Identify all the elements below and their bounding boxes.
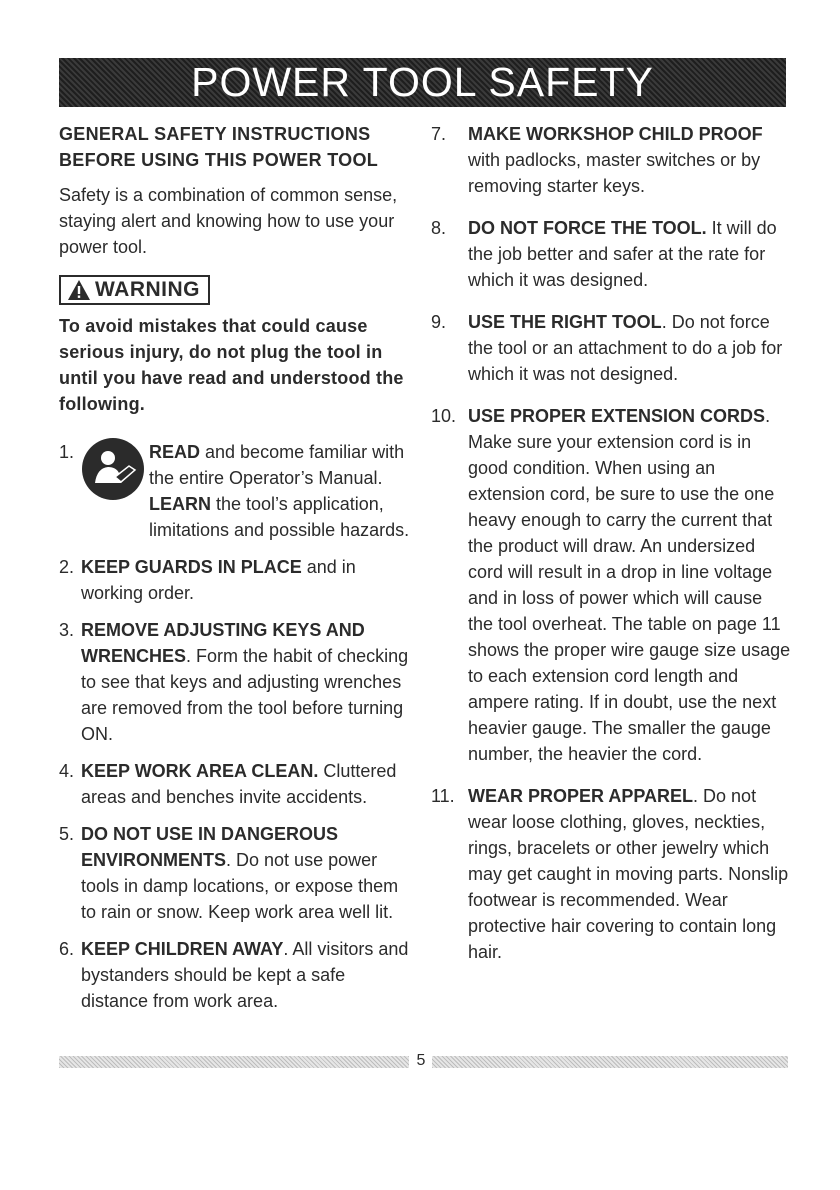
item-bold: KEEP GUARDS IN PLACE — [81, 557, 302, 577]
item-bold: USE THE RIGHT TOOL — [468, 312, 662, 332]
item-bold: KEEP WORK AREA CLEAN. — [81, 761, 319, 781]
item-text: . Do not wear loose clothing, gloves, neckties, rings, bracelets or other jewelry which may get caught in moving parts. Nonslip footwear is recommended. Wear protective hair covering to contain long hair. — [468, 786, 789, 962]
read-manual-icon — [81, 437, 149, 521]
item-number: 2. — [59, 557, 75, 577]
item-number: 1. — [59, 442, 75, 462]
page-title: POWER TOOL SAFETY — [191, 59, 654, 105]
item-text: . Form the habit of checking to see that keys and adjusting wrenches are removed from the tool before turning ON. — [81, 646, 409, 744]
item-number: 9. — [431, 312, 447, 332]
item-text: . Make sure your extension cord is in good condition. When using an extension cord, be sure to use the one heavy enough to carry the current that the product will draw. An undersized cord will result in a drop in line voltage and in loss of power which will cause the tool overheat. The table on page 11 shows the proper wire gauge size usage to each extension cord length and ampere rating. If in doubt, use the next heavier gauge. The smaller the gauge number, the heavier the cord. — [468, 406, 791, 764]
section-heading — [59, 121, 411, 173]
item-text: Cluttered areas and benches invite accidents. — [81, 761, 397, 807]
item-number: 11. — [431, 786, 455, 806]
item-text: It will do the job better and safer at the rate for which it was designed. — [468, 218, 777, 290]
item-number: 4. — [59, 761, 75, 781]
list-item — [431, 309, 791, 387]
item-number: 8. — [431, 218, 447, 238]
page-number: 5 — [416, 1052, 426, 1069]
item-number: 10. — [431, 406, 457, 426]
footer-bar-left — [59, 1056, 409, 1068]
warning-triangle-icon — [67, 279, 91, 301]
item-bold: DO NOT FORCE THE TOOL. — [468, 218, 707, 238]
item-number: 6. — [59, 939, 75, 959]
item-bold: WEAR PROPER APPAREL — [468, 786, 694, 806]
item-text-continued: the tool’s application, limitations and possible hazards. — [149, 494, 410, 540]
item-text: with padlocks, master switches or by removing starter keys. — [468, 150, 761, 196]
warning-box — [59, 275, 210, 305]
list-item — [59, 821, 411, 925]
footer-bar-right — [432, 1056, 788, 1068]
list-item — [431, 215, 791, 293]
item-number: 5. — [59, 824, 75, 844]
intro-paragraph: Safety is a combination of common sense, staying alert and knowing how to use your power tool. — [59, 185, 398, 257]
item-bold-learn: LEARN — [149, 494, 211, 514]
item-bold: DO NOT USE IN DANGEROUS ENVIRONMENTS — [81, 824, 339, 870]
warning-text: To avoid mistakes that could cause serious injury, do not plug the tool in until you have read and understood the following. — [59, 316, 404, 414]
item-number: 7. — [431, 124, 447, 144]
warning-label: WARNING — [95, 278, 200, 301]
item-bold: MAKE WORKSHOP CHILD PROOF — [468, 124, 763, 144]
list-item — [431, 783, 791, 965]
list-item — [431, 121, 791, 199]
list-item — [59, 758, 411, 810]
item-text: and in working order. — [81, 557, 356, 603]
right-column — [431, 121, 791, 965]
section-heading-line2: BEFORE USING THIS POWER TOOL — [59, 150, 379, 170]
item-text: . All visitors and bystanders should be kept a safe distance from work area. — [81, 939, 409, 1011]
item-text: . Do not force the tool or an attachment to do a job for which it was not designed. — [468, 312, 783, 384]
list-item — [59, 617, 411, 747]
item-text: and become familiar with the entire Operator’s Manual. — [149, 442, 405, 488]
item-bold: READ — [149, 442, 201, 462]
item-number: 3. — [59, 620, 75, 640]
left-column — [59, 121, 411, 1014]
item-bold: REMOVE ADJUSTING KEYS AND WRENCHES — [81, 620, 365, 666]
list-item — [431, 403, 791, 767]
item-text: . Do not use power tools in damp locations, or expose them to rain or snow. Keep work area well lit. — [81, 850, 399, 922]
list-item — [59, 936, 411, 1014]
list-item — [59, 439, 411, 543]
item-bold: KEEP CHILDREN AWAY — [81, 939, 284, 959]
title-banner — [59, 58, 786, 107]
section-heading-line1: GENERAL SAFETY INSTRUCTIONS — [59, 124, 371, 144]
list-item — [59, 554, 411, 606]
item-bold: USE PROPER EXTENSION CORDS — [468, 406, 766, 426]
